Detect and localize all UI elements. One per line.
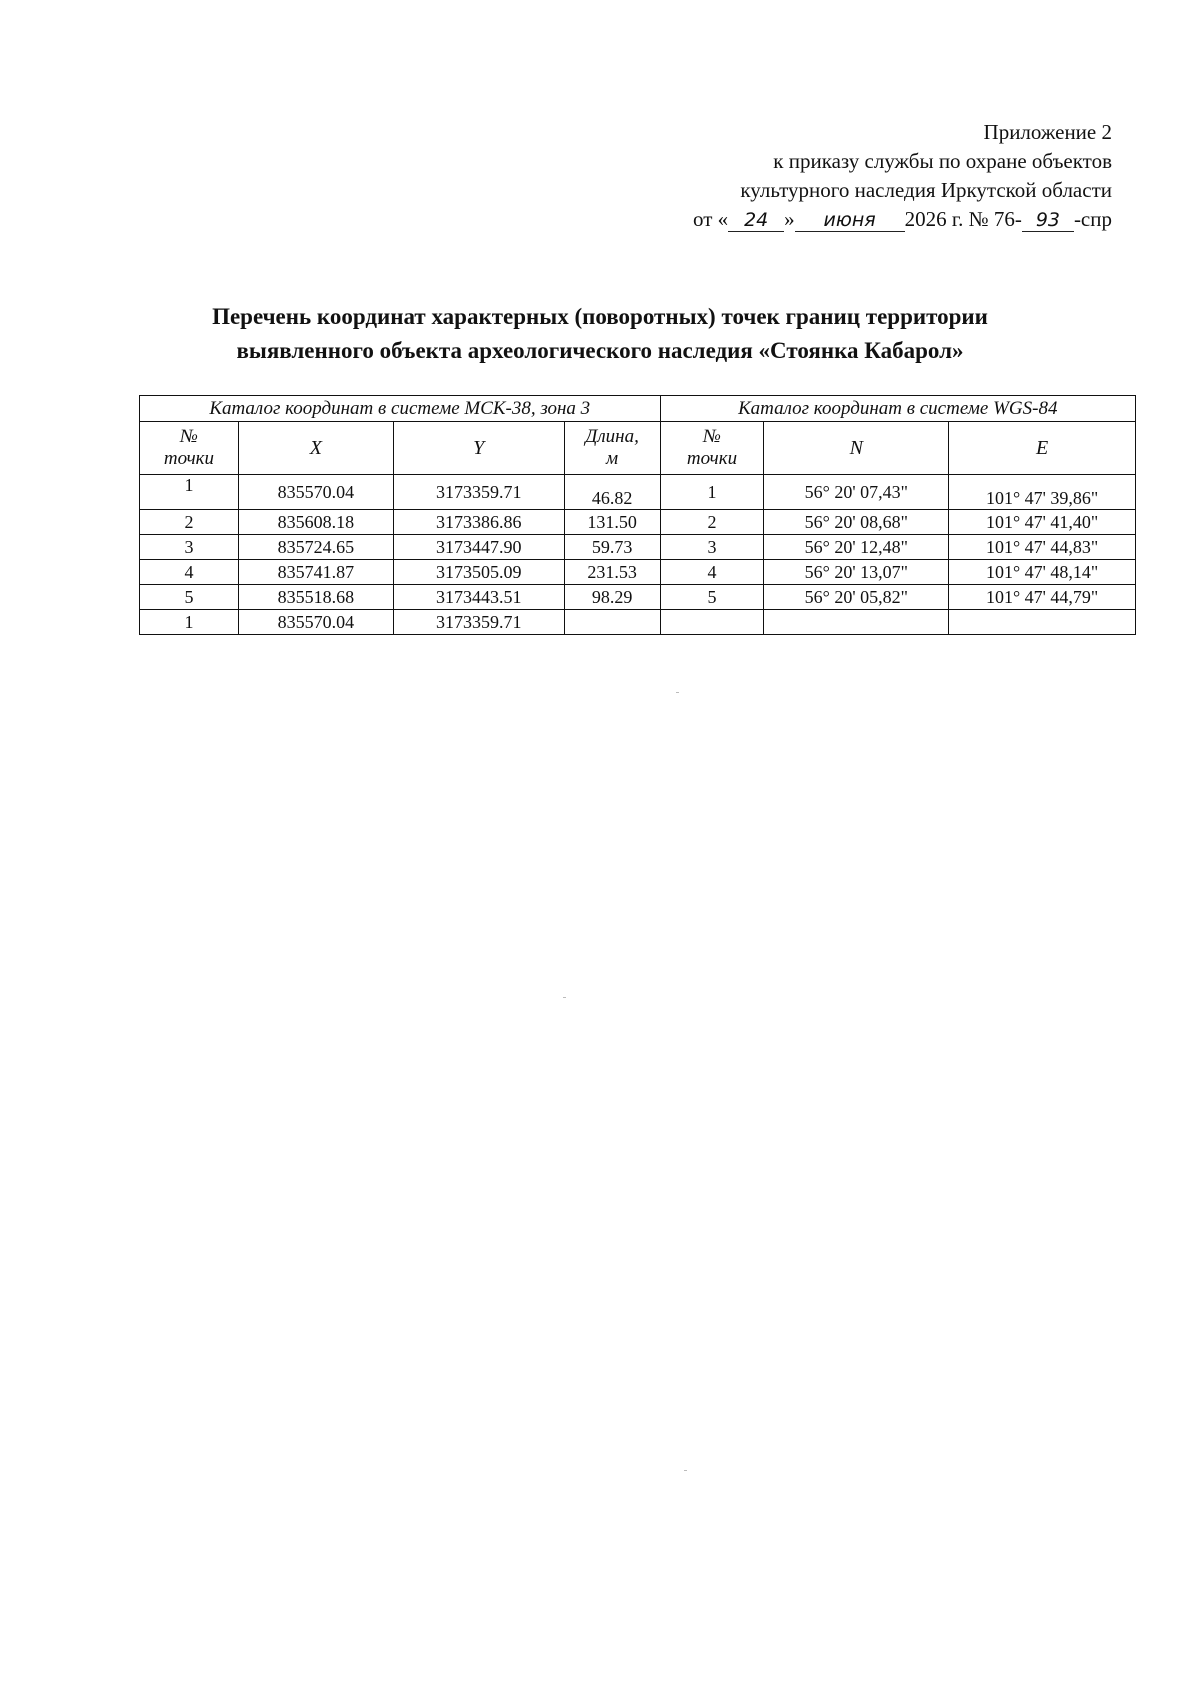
cell-n	[764, 610, 949, 635]
title-line-2: выявленного объекта археологического наследия «Стоянка Кабарол»	[236, 338, 964, 363]
cell-point-wgs: 1	[660, 475, 764, 510]
cell-e	[949, 610, 1136, 635]
col-y: Y	[393, 422, 564, 475]
cell-x: 835608.18	[238, 510, 393, 535]
cell-y: 3173443.51	[393, 585, 564, 610]
appendix-label: Приложение 2	[983, 120, 1112, 144]
title-line-1: Перечень координат характерных (поворотных) точек границ территории	[212, 304, 988, 329]
cell-length: 46.82	[564, 475, 660, 510]
cell-point-wgs: 5	[660, 585, 764, 610]
cell-e: 101° 47' 39,86"	[949, 475, 1136, 510]
cell-point: 4	[140, 560, 239, 585]
cell-y: 3173505.09	[393, 560, 564, 585]
cell-point-wgs: 2	[660, 510, 764, 535]
cell-e: 101° 47' 44,79"	[949, 585, 1136, 610]
cell-x: 835741.87	[238, 560, 393, 585]
cell-n: 56° 20' 05,82"	[764, 585, 949, 610]
cell-n: 56° 20' 13,07"	[764, 560, 949, 585]
cell-y: 3173359.71	[393, 475, 564, 510]
cell-point-wgs: 3	[660, 535, 764, 560]
cell-point: 5	[140, 585, 239, 610]
coordinates-table	[139, 395, 1136, 635]
appendix-agency: культурного наследия Иркутской области	[740, 178, 1112, 202]
scan-speck	[684, 1470, 687, 1471]
wgs-catalog-header: Каталог координат в системе WGS-84	[660, 396, 1135, 422]
handwritten-month: июня	[795, 209, 905, 232]
handwritten-order-number: 93	[1022, 209, 1074, 232]
cell-e: 101° 47' 41,40"	[949, 510, 1136, 535]
appendix-order-ref: к приказу службы по охране объектов	[773, 149, 1112, 173]
cell-x: 835518.68	[238, 585, 393, 610]
cell-point: 1	[140, 475, 239, 510]
table-row	[140, 535, 1136, 560]
appendix-date-line	[693, 205, 1112, 234]
table-row	[140, 610, 1136, 635]
cell-y: 3173386.86	[393, 510, 564, 535]
cell-y: 3173359.71	[393, 610, 564, 635]
table-row	[140, 475, 1136, 510]
cell-x: 835724.65	[238, 535, 393, 560]
cell-length: 131.50	[564, 510, 660, 535]
col-length: Длина, м	[564, 422, 660, 475]
col-n: N	[764, 422, 949, 475]
cell-x: 835570.04	[238, 610, 393, 635]
col-point-number-wgs: № точки	[660, 422, 764, 475]
cell-y: 3173447.90	[393, 535, 564, 560]
col-point-number: № точки	[140, 422, 239, 475]
cell-n: 56° 20' 12,48"	[764, 535, 949, 560]
handwritten-day: 24	[728, 209, 784, 232]
cell-e: 101° 47' 48,14"	[949, 560, 1136, 585]
cell-point-wgs: 4	[660, 560, 764, 585]
msk-catalog-header: Каталог координат в системе МСК-38, зона 3	[140, 396, 661, 422]
cell-length: 98.29	[564, 585, 660, 610]
cell-point-wgs	[660, 610, 764, 635]
cell-length: 59.73	[564, 535, 660, 560]
date-mid: »	[784, 207, 795, 231]
table-row	[140, 585, 1136, 610]
scan-speck	[676, 692, 679, 693]
table-row	[140, 510, 1136, 535]
appendix-header	[693, 118, 1112, 234]
order-suffix: -спр	[1073, 207, 1112, 231]
col-e: E	[949, 422, 1136, 475]
cell-x: 835570.04	[238, 475, 393, 510]
cell-n: 56° 20' 07,43"	[764, 475, 949, 510]
cell-length: 231.53	[564, 560, 660, 585]
scan-speck	[563, 997, 566, 998]
cell-point: 3	[140, 535, 239, 560]
cell-n: 56° 20' 08,68"	[764, 510, 949, 535]
cell-e: 101° 47' 44,83"	[949, 535, 1136, 560]
date-suffix: 2026 г. № 76-	[904, 207, 1022, 231]
document-title	[0, 300, 1200, 368]
cell-length	[564, 610, 660, 635]
cell-point: 1	[140, 610, 239, 635]
col-x: X	[238, 422, 393, 475]
date-prefix: от «	[693, 207, 729, 231]
cell-point: 2	[140, 510, 239, 535]
table-row	[140, 560, 1136, 585]
